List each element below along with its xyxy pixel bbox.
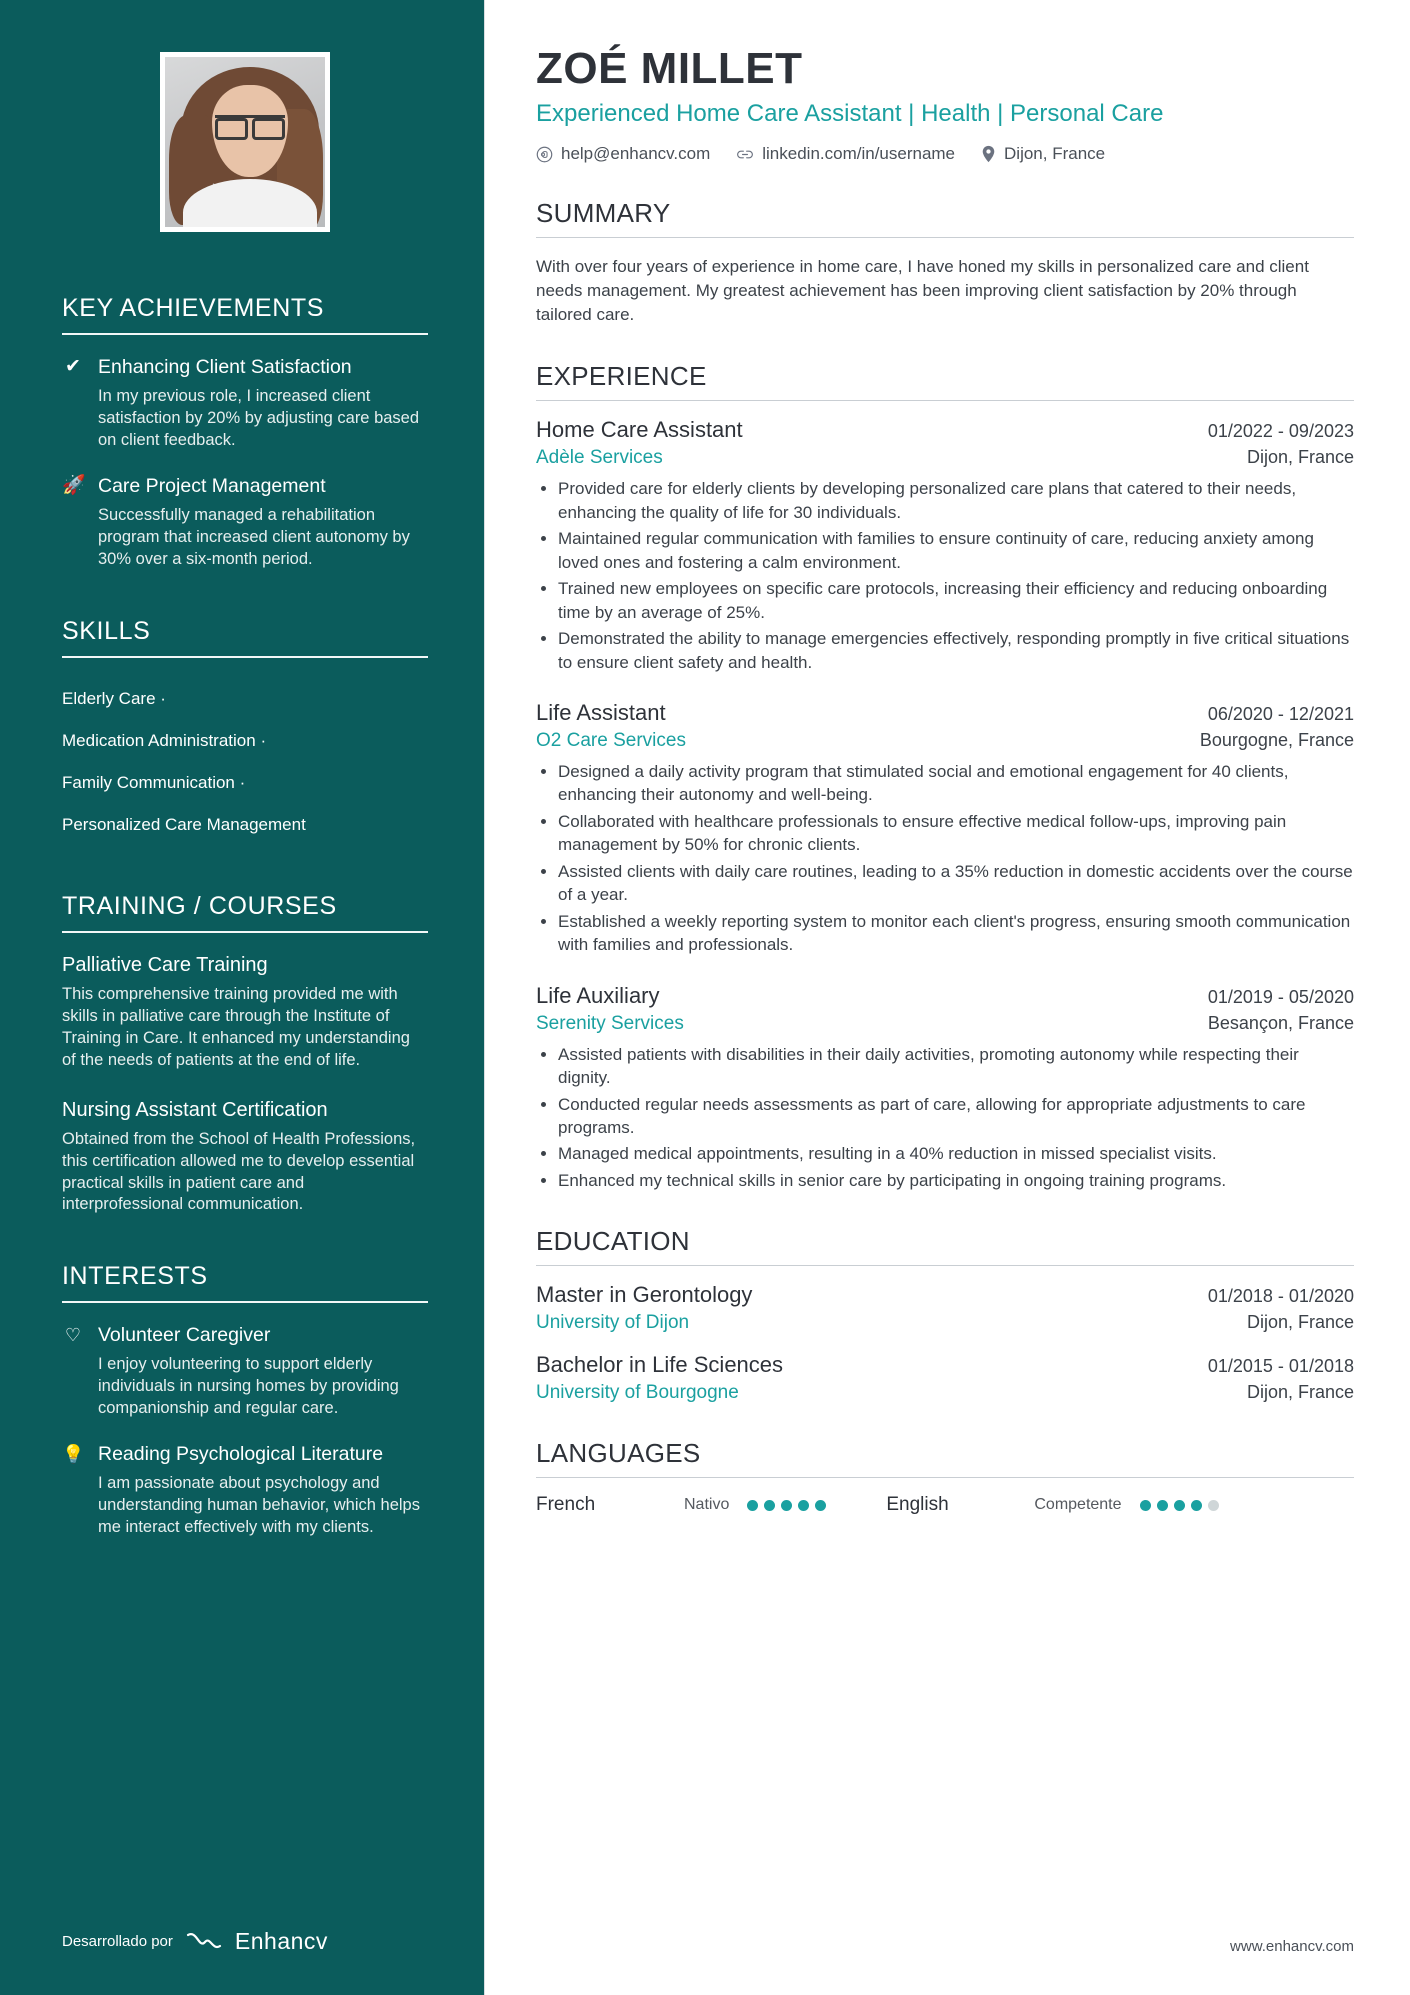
contact-email-text: help@enhancv.com [561,144,711,163]
job-bullet: • Enhanced my technical skills in senior care by participating in ongoing training programs. [558,1169,1354,1192]
job-bullet: • Conducted regular needs assessments as part of care, allowing for appropriate adjustments to care programs. [558,1093,1354,1140]
rating-dot [798,1500,809,1511]
job-bullet: • Established a weekly reporting system to monitor each client's progress, ensuring smooth communication with families and professionals. [558,910,1354,957]
experience-item [536,983,1354,1193]
page-title: ZOÉ MILLET [536,44,803,93]
contact-location-text: Dijon, France [1004,144,1106,163]
divider [536,237,1354,238]
skill-item [62,804,428,846]
education-school: University of Dijon [536,1312,690,1334]
enhancv-logo-svg [185,1931,223,1953]
job-bullet: • Maintained regular communication with families to ensure continuity of care, reducing anxiety among loved ones and fostering a calm environment. [558,527,1354,574]
job-bullets [536,477,1354,674]
lightbulb-icon: 💡 [62,1444,85,1465]
link-icon [736,146,754,163]
course-description: Obtained from the School of Health Professions, this certification allowed me to develop essential practical skills in patient care and interprofessional communication. [62,1129,416,1214]
rating-dot [1157,1500,1168,1511]
training-heading: TRAINING / COURSES [62,891,337,920]
skill-label: Personalized Care Management [62,814,306,834]
languages-list [536,1494,1354,1516]
job-bullet: • Managed medical appointments, resulting in a 40% reduction in missed specialist visits. [558,1142,1354,1165]
skills-heading: SKILLS [62,616,151,645]
enhancv-logo-icon [185,1931,223,1953]
skill-label: Medication Administration [62,730,256,750]
job-date: 06/2020 - 12/2021 [1207,704,1354,724]
main-content [484,0,1410,1995]
achievement-item [62,355,428,452]
rating-dot [1174,1500,1185,1511]
job-bullets [536,760,1354,957]
interest-description: I enjoy volunteering to support elderly individuals in nursing homes by providing companionship and regular care. [98,1355,399,1418]
skill-separator: · [239,772,246,792]
job-title: Home Care Assistant [536,417,743,443]
interest-title: Reading Psychological Literature [98,1443,384,1466]
education-school: University of Bourgogne [536,1382,739,1404]
experience-item [536,417,1354,674]
headline: Experienced Home Care Assistant | Health | Personal Care [536,100,1164,127]
language-rating [747,1500,826,1511]
section-key-achievements [62,294,428,571]
course-description: This comprehensive training provided me with skills in palliative care through the Institute of Training in Care. It enhanced my understanding of the needs of patients at the end of life. [62,984,410,1069]
skill-item [62,762,428,804]
course-item [62,953,428,1072]
rating-dot [781,1500,792,1511]
job-bullet: • Assisted patients with disabilities in their daily activities, promoting autonomy while respecting their dignity. [558,1043,1354,1090]
rating-dot [764,1500,775,1511]
skill-label: Elderly Care [62,688,156,708]
avatar-wrapper [62,52,428,232]
sidebar [0,0,484,1995]
section-experience [536,361,1354,1192]
job-bullet: • Trained new employees on specific care protocols, increasing their efficiency and reducing onboarding time by an average of 25%. [558,577,1354,624]
job-location: Bourgogne, France [1199,730,1354,750]
email-icon [536,146,553,163]
experience-item [536,700,1354,957]
course-title: Palliative Care Training [62,953,268,976]
summary-text: With over four years of experience in home care, I have honed my skills in personalized care and client needs management. My greatest achievement has been improving client satisfaction by 20% through tailored care. [536,257,1309,325]
skill-separator: · [260,730,267,750]
achievement-description: In my previous role, I increased client satisfaction by 20% by adjusting care based on client feedback. [98,386,420,449]
job-company: Serenity Services [536,1012,684,1034]
job-bullet: • Assisted clients with daily care routines, leading to a 35% reduction in domestic accidents over the course of a year. [558,860,1354,907]
rating-dot-empty [1208,1500,1219,1511]
divider [62,1301,428,1303]
education-location: Dijon, France [1246,1382,1354,1403]
section-summary [536,198,1354,327]
interest-item [62,1323,428,1420]
rating-dot [1140,1500,1151,1511]
education-date: 01/2015 - 01/2018 [1207,1356,1354,1377]
brand-name: Enhancv [234,1928,328,1954]
rating-dot [1191,1500,1202,1511]
job-location: Dijon, France [1246,447,1354,468]
education-item [536,1282,1354,1334]
avatar [160,52,330,232]
rocket-icon: 🚀 [62,474,86,496]
sidebar-footer-brand [62,1928,328,1955]
achievement-description: Successfully managed a rehabilitation program that increased client autonomy by 30% over a six-month period. [98,505,410,568]
divider [536,400,1354,401]
skill-item [62,720,428,762]
education-location: Dijon, France [1246,1312,1354,1333]
skill-separator: · [160,688,166,708]
divider [62,656,428,658]
course-item [62,1098,428,1217]
location-pin-icon [981,145,996,163]
job-bullet: • Collaborated with healthcare professionals to ensure effective medical follow-ups, improving pain management by 50% for chronic clients. [558,810,1354,857]
skill-item [62,678,428,720]
language-item [536,1494,826,1516]
divider [62,931,428,933]
check-icon: ✔ [65,356,81,377]
divider [536,1265,1354,1266]
contact-linkedin-text: linkedin.com/in/username [762,144,956,163]
education-degree: Bachelor in Life Sciences [536,1352,784,1378]
rating-dot [747,1500,758,1511]
education-heading: EDUCATION [536,1226,690,1257]
language-item [886,1494,1218,1516]
contact-email[interactable] [536,144,710,164]
languages-heading: LANGUAGES [536,1438,701,1469]
job-date: 01/2022 - 09/2023 [1207,421,1354,442]
section-languages [536,1438,1354,1516]
job-title: Life Auxiliary [536,982,660,1008]
language-rating [1140,1500,1219,1511]
achievement-title: Enhancing Client Satisfaction [98,356,352,378]
divider [62,333,428,335]
experience-heading: EXPERIENCE [536,361,707,392]
job-bullet: • Provided care for elderly clients by developing personalized care plans that catered to their needs, enhancing the quality of life for 30 individuals. [558,477,1354,524]
job-title: Life Assistant [536,700,666,725]
rating-dot [815,1500,826,1511]
interests-heading: INTERESTS [62,1262,208,1291]
achievement-title: Care Project Management [98,474,326,497]
job-bullets [536,1043,1354,1193]
language-level: Nativo [684,1496,730,1514]
contact-location [981,144,1105,164]
hand-heart-icon: ♡ [64,1325,82,1346]
powered-by-label: Desarrollado por [62,1933,173,1950]
key-achievements-heading: KEY ACHIEVEMENTS [62,294,324,322]
interest-description: I am passionate about psychology and understanding human behavior, which helps me interact effectively with my clients. [98,1474,420,1536]
job-company: Adèle Services [536,447,663,469]
education-date: 01/2018 - 01/2020 [1207,1286,1354,1307]
contact-linkedin[interactable] [736,144,955,164]
education-item [536,1352,1354,1404]
section-skills [62,617,428,846]
language-name: English [886,1494,949,1516]
website-footer: www.enhancv.com [1230,1938,1354,1955]
job-company: O2 Care Services [536,730,686,751]
interest-title: Volunteer Caregiver [98,1324,271,1347]
glasses-icon [215,115,285,131]
job-bullet: • Demonstrated the ability to manage emergencies effectively, responding promptly in five critical situations to ensure client safety and health. [558,627,1354,674]
section-education [536,1226,1354,1404]
section-interests [62,1262,428,1539]
interest-item [62,1442,428,1539]
achievement-item [62,474,428,571]
summary-heading: SUMMARY [536,198,671,228]
contact-list [536,144,1354,164]
skill-label: Family Communication [62,772,235,792]
language-level: Competente [1034,1496,1122,1514]
course-title: Nursing Assistant Certification [62,1098,328,1121]
education-degree: Master in Gerontology [536,1282,753,1308]
section-training-courses [62,892,428,1217]
job-bullet: • Designed a daily activity program that stimulated social and emotional engagement for 40 clients, enhancing their autonomy and well-being. [558,760,1354,807]
divider [536,1477,1354,1478]
job-location: Besançon, France [1207,1012,1354,1033]
language-name: French [536,1494,596,1516]
job-date: 01/2019 - 05/2020 [1207,986,1354,1007]
